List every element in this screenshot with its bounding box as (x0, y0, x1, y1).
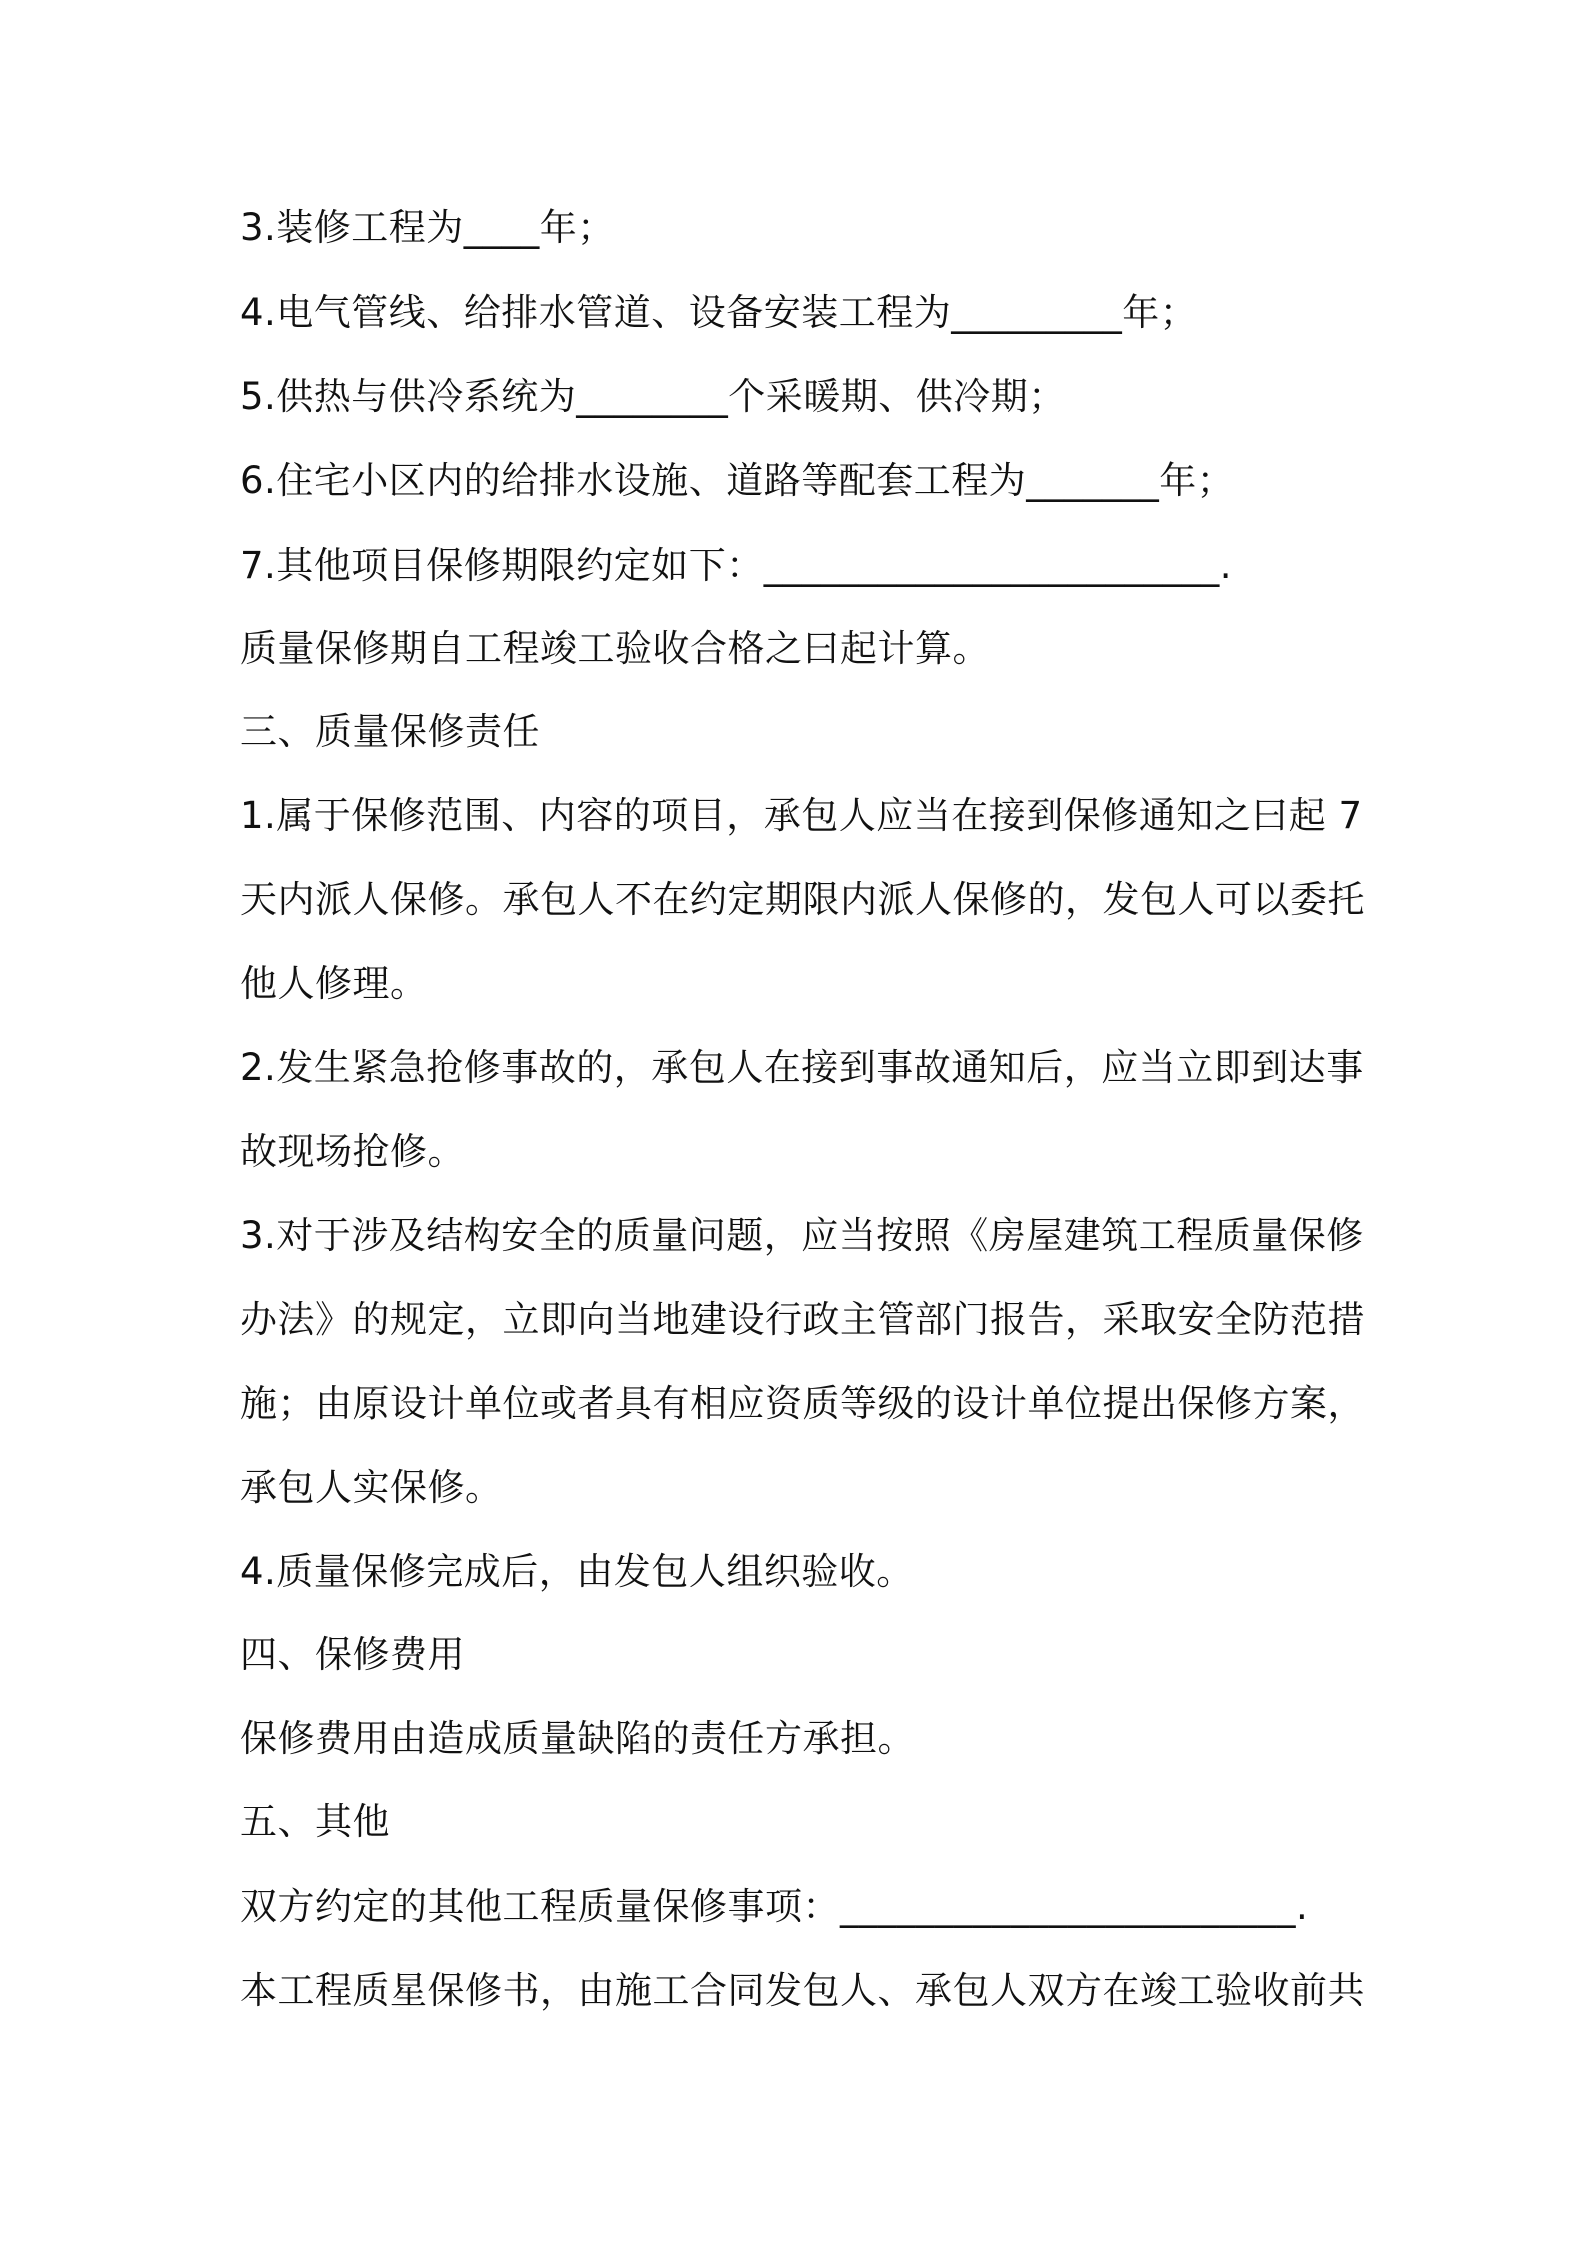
responsibility-item-1-line-1: 1.属于保修范围、内容的项目，承包人应当在接到保修通知之曰起 7 (240, 794, 1363, 837)
section-heading-other: 五、其他 (240, 1800, 390, 1843)
warranty-start-note: 质量保修期自工程竣工验收合格之曰起计算。 (240, 627, 990, 670)
other-matters-clause: 双方约定的其他工程质量保修事项：________________________. (240, 1885, 1309, 1928)
section-heading-fees: 四、保修费用 (240, 1633, 465, 1676)
responsibility-item-4: 4.质量保修完成后，由发包人组织验收。 (240, 1550, 914, 1593)
section-heading-responsibility: 三、质量保修责任 (240, 710, 540, 753)
responsibility-item-3-line-1: 3.对于涉及结构安全的质量问题，应当按照《房屋建筑工程质量保修 (240, 1214, 1364, 1257)
fees-paragraph: 保修费用由造成质量缺陷的责任方承担。 (240, 1717, 915, 1760)
responsibility-item-3-line-2: 办法》的规定，立即向当地建设行政主管部门报告，采取安全防范措 (240, 1298, 1365, 1341)
responsibility-item-2-line-1: 2.发生紧急抢修事故的，承包人在接到事故通知后，应当立即到达事 (240, 1046, 1364, 1089)
responsibility-item-3-line-4: 承包人实保修。 (240, 1466, 503, 1509)
responsibility-item-3-line-3: 施；由原设计单位或者具有相应资质等级的设计单位提出保修方案， (240, 1382, 1365, 1425)
clause-decoration-period: 3.装修工程为____年； (240, 206, 615, 249)
responsibility-item-2-line-2: 故现场抢修。 (240, 1130, 465, 1173)
responsibility-item-1-line-2: 天内派人保修。承包人不在约定期限内派人保修的，发包人可以委托 (240, 878, 1365, 921)
clause-other-items-period: 7.其他项目保修期限约定如下：________________________. (240, 544, 1233, 587)
clause-heating-cooling-period: 5.供热与供冷系统为________个采暖期、供冷期； (240, 375, 1066, 418)
clause-electrical-period: 4.电气管线、给排水管道、设备安装工程为_________年； (240, 291, 1198, 334)
clause-residential-facilities-period: 6.住宅小区内的给排水设施、道路等配套工程为_______年； (240, 459, 1235, 502)
responsibility-item-1-line-3: 他人修理。 (240, 962, 428, 1005)
closing-paragraph-line-1: 本工程质星保修书，由施工合同发包人、承包人双方在竣工验收前共 (240, 1969, 1365, 2012)
